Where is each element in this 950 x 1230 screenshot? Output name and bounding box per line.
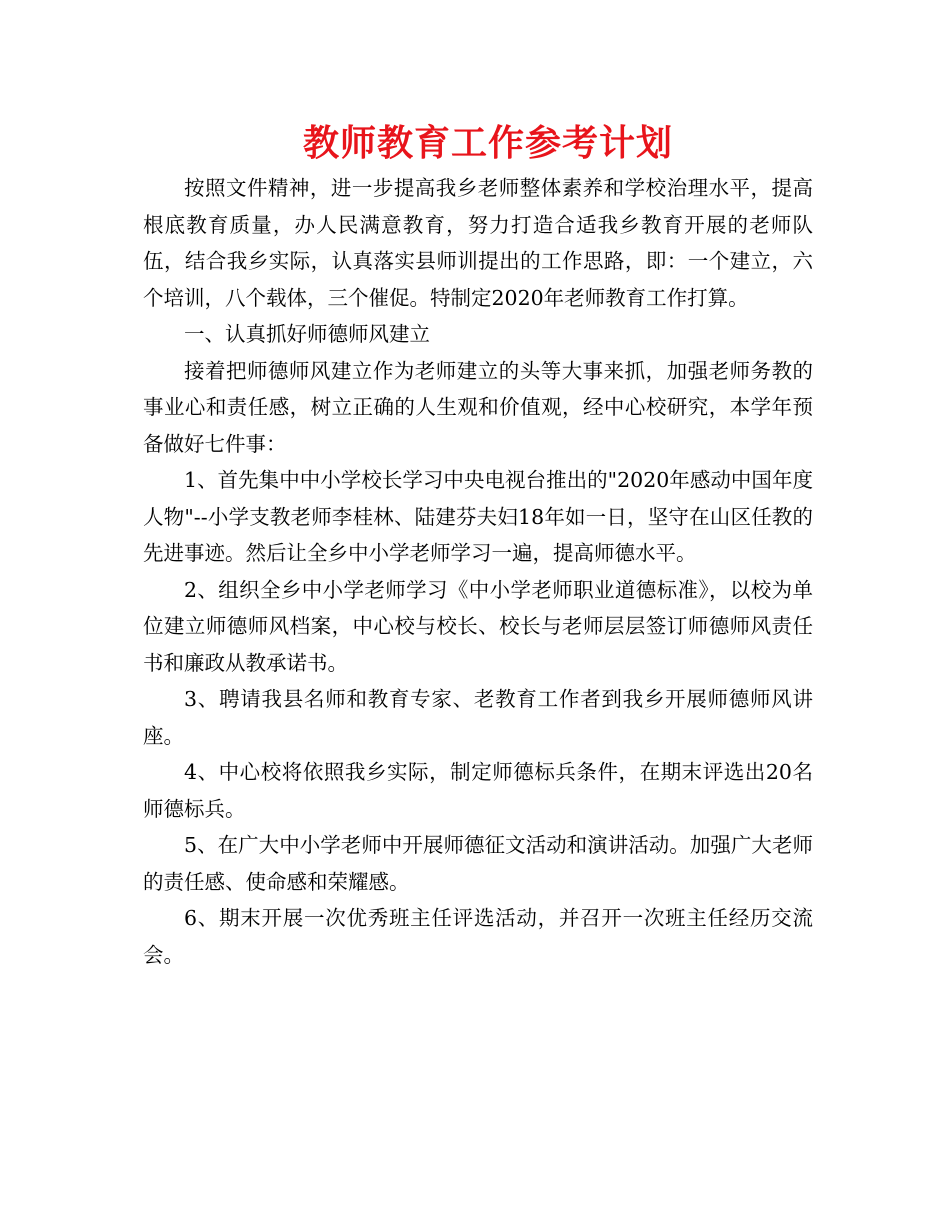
list-item-3: 3、聘请我县名师和教育专家、老教育工作者到我乡开展师德师风讲座。	[143, 687, 813, 748]
document-page	[143, 0, 813, 973]
list-item-4: 4、中心校将依照我乡实际，制定师德标兵条件，在期末评选出20名师德标兵。	[143, 760, 813, 821]
document-title: 教师教育工作参考计划	[302, 123, 673, 164]
section-heading: 一、认真抓好师德师风建立	[184, 322, 430, 346]
list-item-5: 5、在广大中小学老师中开展师德征文活动和演讲活动。加强广大老师的责任感、使命感和荣耀感。	[143, 833, 813, 894]
list-item-2: 2、组织全乡中小学老师学习《中小学老师职业道德标准》，以校为单位建立师德师风档案，中心校与校长、校长与老师层层签订师德师风责任书和廉政从教承诺书。	[143, 577, 813, 675]
intro-paragraph: 按照文件精神，进一步提高我乡老师整体素养和学校治理水平，提高根底教育质量，办人民满意教育，努力打造合适我乡教育开展的老师队伍，结合我乡实际，认真落实县师训提出的工作思路，即：一个建立，六个培训，八个载体，三个催促。特制定2020年老师教育工作打算。	[143, 176, 813, 310]
list-item-1: 1、首先集中中小学校长学习中央电视台推出的"2020年感动中国年度人物"--小学支教老师李桂林、陆建芬夫妇18年如一日，坚守在山区任教的先进事迹。然后让全乡中小学老师学习一遍，提高师德水平。	[143, 468, 813, 565]
list-item-6: 6、期末开展一次优秀班主任评选活动，并召开一次班主任经历交流会。	[143, 906, 813, 967]
section-intro-paragraph: 接着把师德师风建立作为老师建立的头等大事来抓，加强老师务教的事业心和责任感，树立正确的人生观和价值观，经中心校研究，本学年预备做好七件事：	[143, 358, 813, 456]
